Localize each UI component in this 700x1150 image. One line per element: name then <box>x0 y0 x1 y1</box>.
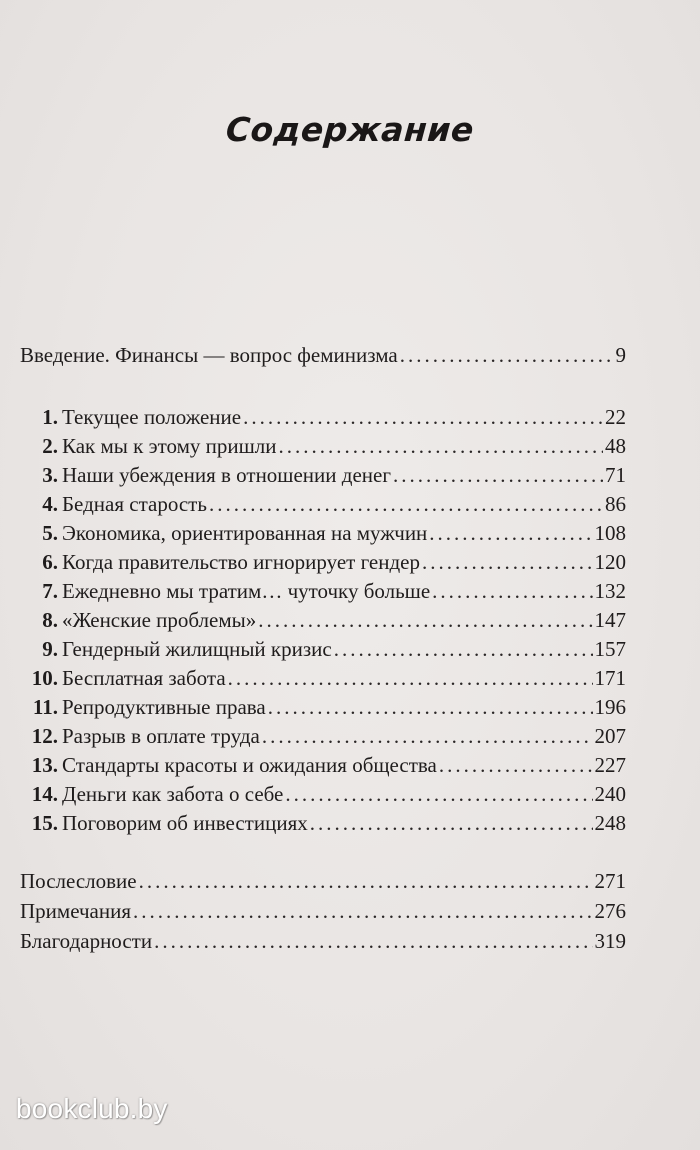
toc-intro-row <box>20 340 626 370</box>
toc-page-number: 207 <box>594 724 626 748</box>
toc-chapter-number: 3. <box>42 463 58 487</box>
toc-leader-dots <box>268 692 593 722</box>
toc-entry-title: Благодарности <box>20 929 153 953</box>
toc-leader-dots <box>209 489 603 519</box>
toc-page-number: 22 <box>605 405 626 429</box>
toc-page-number: 319 <box>594 929 626 953</box>
toc-entry-title: Ежедневно мы тратим… чуточку больше <box>62 579 431 603</box>
toc-chapter-number: 2. <box>42 434 58 458</box>
toc-chapter-row <box>20 605 626 635</box>
toc-chapter-row <box>20 547 626 577</box>
page-title: Содержание <box>224 110 476 149</box>
toc-chapter-number: 9. <box>42 637 58 661</box>
toc-leader-dots <box>262 721 593 751</box>
toc-leader-dots <box>258 605 592 635</box>
toc-entry-title: Бесплатная забота <box>62 666 226 690</box>
toc-page-number: 71 <box>605 463 626 487</box>
toc-chapter-row <box>20 518 626 548</box>
toc-chapter-number: 1. <box>42 405 58 429</box>
toc-page-number: 108 <box>594 521 626 545</box>
toc-chapter-number: 13. <box>31 753 58 777</box>
toc-back-matter-row <box>20 896 626 926</box>
toc-entry-title: Наши убеждения в отношении денег <box>62 463 391 487</box>
toc-page-number: 120 <box>594 550 626 574</box>
toc-leader-dots <box>133 896 592 926</box>
toc-chapter-number: 10. <box>31 666 58 690</box>
toc-entry-title: Когда правительство игнорирует гендер <box>62 550 420 574</box>
toc-page-number: 9 <box>615 343 626 367</box>
toc-entry-title: Как мы к этому пришли <box>62 434 277 458</box>
toc-page-number: 227 <box>594 753 626 777</box>
toc-chapter-number: 15. <box>31 811 58 835</box>
toc-leader-dots <box>279 431 603 461</box>
toc-chapter-number: 14. <box>31 782 58 806</box>
toc-entry-title: Поговорим об инвестициях <box>62 811 308 835</box>
toc-page-number: 196 <box>594 695 626 719</box>
toc-chapter-row <box>20 460 626 490</box>
toc-chapter-row <box>20 692 626 722</box>
toc-entry-title: Репродуктивные права <box>62 695 266 719</box>
toc-chapter-row <box>20 402 626 432</box>
toc-back-matter-row <box>20 866 626 896</box>
toc-leader-dots <box>285 779 592 809</box>
toc-leader-dots <box>154 926 592 956</box>
toc-entry-title: Деньги как забота о себе <box>62 782 284 806</box>
toc-chapter-number: 6. <box>42 550 58 574</box>
toc-chapter-row <box>20 663 626 693</box>
toc-chapter-row <box>20 808 626 838</box>
toc-entry-title: «Женские проблемы» <box>62 608 257 632</box>
toc-page-number: 276 <box>594 899 626 923</box>
toc-chapter-number: 4. <box>42 492 58 516</box>
toc-leader-dots <box>139 866 593 896</box>
toc-leader-dots <box>422 547 593 577</box>
toc-page-number: 171 <box>594 666 626 690</box>
toc-page-number: 240 <box>594 782 626 806</box>
toc-leader-dots <box>228 663 593 693</box>
toc-back-matter-row <box>20 926 626 956</box>
toc-chapter-number: 5. <box>42 521 58 545</box>
toc-page-number: 132 <box>594 579 626 603</box>
toc-leader-dots <box>310 808 593 838</box>
toc-chapter-number: 8. <box>42 608 58 632</box>
toc-entry-title: Бедная старость <box>62 492 207 516</box>
toc-chapter-number: 12. <box>31 724 58 748</box>
toc-page-number: 271 <box>594 869 626 893</box>
toc-page-number: 157 <box>594 637 626 661</box>
toc-chapter-number: 11. <box>32 695 58 719</box>
toc-entry-title: Послесловие <box>20 869 137 893</box>
toc-chapter-row <box>20 634 626 664</box>
toc-page-number: 86 <box>605 492 626 516</box>
toc-entry-title: Гендерный жилищный кризис <box>62 637 332 661</box>
toc-chapter-row <box>20 750 626 780</box>
toc-chapter-row <box>20 721 626 751</box>
toc-entry-title: Примечания <box>20 899 132 923</box>
toc-leader-dots <box>429 518 592 548</box>
toc-leader-dots <box>334 634 593 664</box>
toc-leader-dots <box>400 340 614 370</box>
toc-page-number: 48 <box>605 434 626 458</box>
toc-entry-title: Экономика, ориентированная на мужчин <box>62 521 428 545</box>
toc-chapter-row <box>20 576 626 606</box>
watermark: bookclub.by <box>16 1093 168 1124</box>
toc-leader-dots <box>393 460 603 490</box>
toc-leader-dots <box>243 402 603 432</box>
toc-entry-title: Введение. Финансы — вопрос феминизма <box>20 343 398 367</box>
toc-entry-title: Разрыв в оплате труда <box>62 724 260 748</box>
toc-chapter-number: 7. <box>42 579 58 603</box>
toc-chapter-row <box>20 431 626 461</box>
toc-page-number: 248 <box>594 811 626 835</box>
toc-chapter-row <box>20 489 626 519</box>
toc-leader-dots <box>432 576 592 606</box>
toc-entry-title: Текущее положение <box>62 405 242 429</box>
toc-chapter-row <box>20 779 626 809</box>
toc-leader-dots <box>439 750 593 780</box>
toc-page-number: 147 <box>594 608 626 632</box>
toc-entry-title: Стандарты красоты и ожидания общества <box>62 753 437 777</box>
